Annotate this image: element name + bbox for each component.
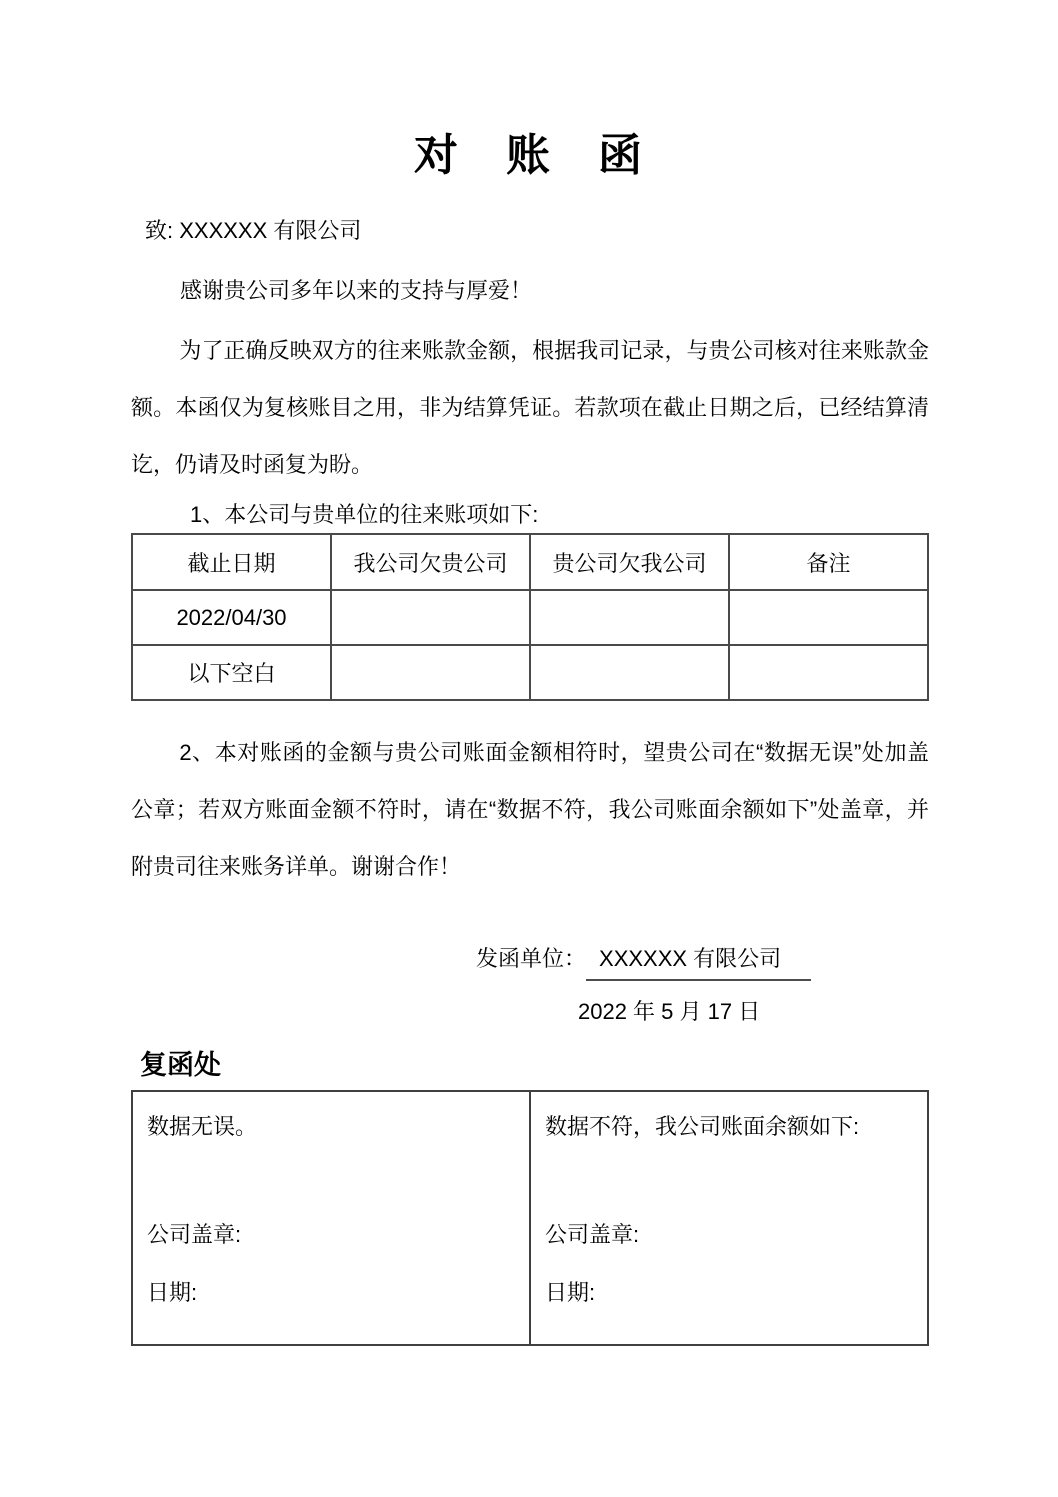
sender-company-name: XXXXXX 有限公司: [586, 945, 811, 981]
body-paragraph-2: 2、本对账函的金额与贵公司账面金额相符时，望贵公司在“数据无误”处加盖公章；若双方账面金额不符时，请在“数据不符，我公司账面余额如下”处盖章，并附贵司往来账务详单。谢谢合作！: [131, 740, 929, 879]
cell-you-owe-us: [530, 590, 729, 645]
header-cell-you-owe-us: 贵公司欠我公司: [530, 534, 729, 590]
cell-blank-below: 以下空白: [132, 645, 331, 700]
reply-mismatch-text: 数据不符，我公司账面余额如下:: [545, 1114, 860, 1139]
sender-label: 发函单位：: [476, 946, 587, 971]
cell-you-owe-us: [530, 645, 729, 700]
date-label: 日期:: [147, 1280, 198, 1305]
cell-remarks: [729, 645, 928, 700]
letter-date: 2022 年 5 月 17 日: [578, 999, 761, 1024]
header-cell-we-owe-you: 我公司欠贵公司: [331, 534, 530, 590]
body-paragraph-1: 为了正确反映双方的往来账款金额，根据我司记录，与贵公司核对往来账款金额。本函仅为复核账目之用，非为结算凭证。若款项在截止日期之后，已经结算清讫，仍请及时函复为盼。: [131, 338, 929, 477]
table-row: [132, 590, 928, 645]
reply-table: [131, 1090, 929, 1346]
accounts-table-header-row: [132, 534, 928, 590]
table-row: [132, 645, 928, 700]
item-1-heading: 1、本公司与贵单位的往来账项如下:: [190, 502, 539, 527]
date-label: 日期:: [545, 1280, 596, 1305]
cell-we-owe-you: [331, 645, 530, 700]
reply-table-row: [132, 1091, 928, 1345]
sender-line: [476, 945, 811, 981]
reply-box-data-correct: [132, 1091, 530, 1345]
cell-remarks: [729, 590, 928, 645]
reply-correct-text: 数据无误。: [147, 1114, 258, 1139]
company-seal-label: 公司盖章:: [545, 1222, 640, 1247]
company-seal-label: 公司盖章:: [147, 1222, 242, 1247]
cell-cutoff-date: 2022/04/30: [132, 590, 331, 645]
document-title: 对 账 函: [414, 131, 644, 180]
header-cell-remarks: 备注: [729, 534, 928, 590]
reply-box-data-mismatch: [530, 1091, 928, 1345]
recipient-line: 致: XXXXXX 有限公司: [145, 218, 362, 243]
accounts-table: [131, 533, 929, 701]
header-cell-cutoff-date: 截止日期: [132, 534, 331, 590]
thanks-line: 感谢贵公司多年以来的支持与厚爱！: [180, 278, 533, 303]
cell-we-owe-you: [331, 590, 530, 645]
reply-section-heading: 复函处: [140, 1050, 221, 1080]
